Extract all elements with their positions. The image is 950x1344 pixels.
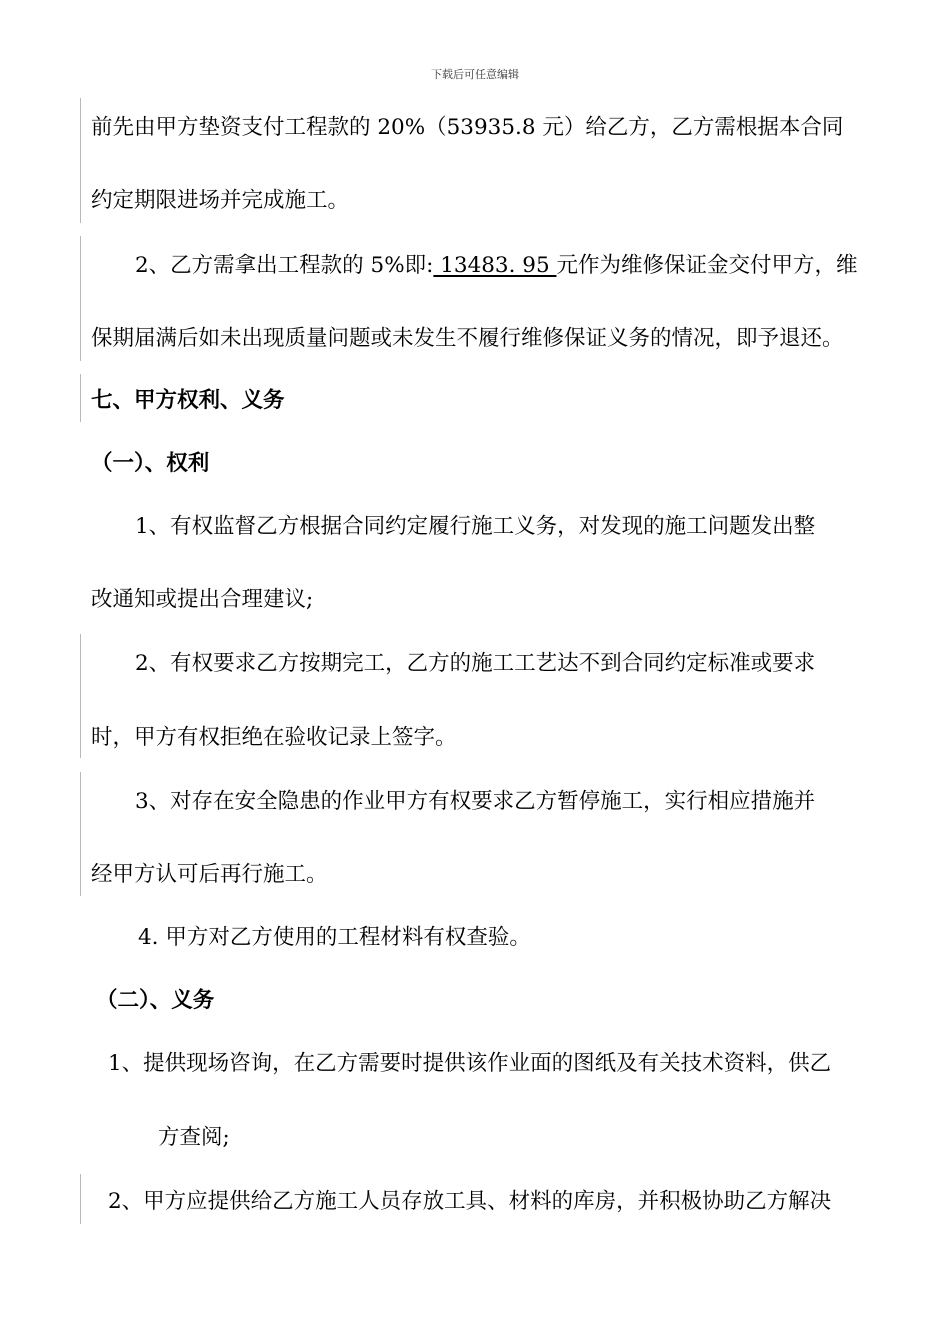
paragraph-line: 改通知或提出合理建议; bbox=[91, 587, 314, 612]
paragraph-line: 1、有权监督乙方根据合同约定履行施工义务，对发现的施工问题发出整 bbox=[135, 514, 816, 539]
margin-bar bbox=[80, 1174, 81, 1224]
paragraph-line: 1、提供现场咨询，在乙方需要时提供该作业面的图纸及有关技术资料，供乙 bbox=[108, 1051, 832, 1076]
subsection-heading: （二）、义务 bbox=[96, 988, 215, 1013]
paragraph-line: 前先由甲方垫资支付工程款的 20%（53935.8 元）给乙方，乙方需根据本合同 bbox=[91, 115, 844, 140]
text-span: 元作为维修保证金交付甲方，维 bbox=[556, 253, 858, 278]
margin-bar bbox=[80, 772, 81, 896]
paragraph-line: 2、甲方应提供给乙方施工人员存放工具、材料的库房，并积极协助乙方解决 bbox=[108, 1189, 832, 1214]
paragraph-line: 4. 甲方对乙方使用的工程材料有权查验。 bbox=[138, 925, 531, 950]
deposit-amount: 13483. 95 bbox=[433, 253, 557, 278]
paragraph-line: 约定期限进场并完成施工。 bbox=[91, 188, 350, 213]
page-header: 下载后可任意编辑 bbox=[431, 68, 519, 81]
paragraph-line: 3、对存在安全隐患的作业甲方有权要求乙方暂停施工，实行相应措施并 bbox=[135, 789, 816, 814]
paragraph-line: 时，甲方有权拒绝在验收记录上签字。 bbox=[91, 725, 457, 750]
paragraph-line bbox=[135, 252, 857, 280]
paragraph-line: 方查阅; bbox=[158, 1125, 230, 1150]
subsection-heading: （一）、权利 bbox=[91, 451, 210, 476]
paragraph-line: 经甲方认可后再行施工。 bbox=[91, 862, 328, 887]
paragraph-line: 保期届满后如未出现质量问题或未发生不履行维修保证义务的情况，即予退还。 bbox=[91, 326, 844, 351]
text-span: 2、乙方需拿出工程款的 5%即: bbox=[135, 253, 434, 278]
paragraph-line: 2、有权要求乙方按期完工，乙方的施工工艺达不到合同约定标准或要求 bbox=[135, 651, 816, 676]
margin-bar bbox=[80, 374, 81, 422]
margin-bar bbox=[80, 98, 81, 223]
margin-bar bbox=[80, 634, 81, 758]
margin-bar bbox=[80, 236, 81, 361]
section-heading: 七、甲方权利、义务 bbox=[91, 388, 285, 413]
